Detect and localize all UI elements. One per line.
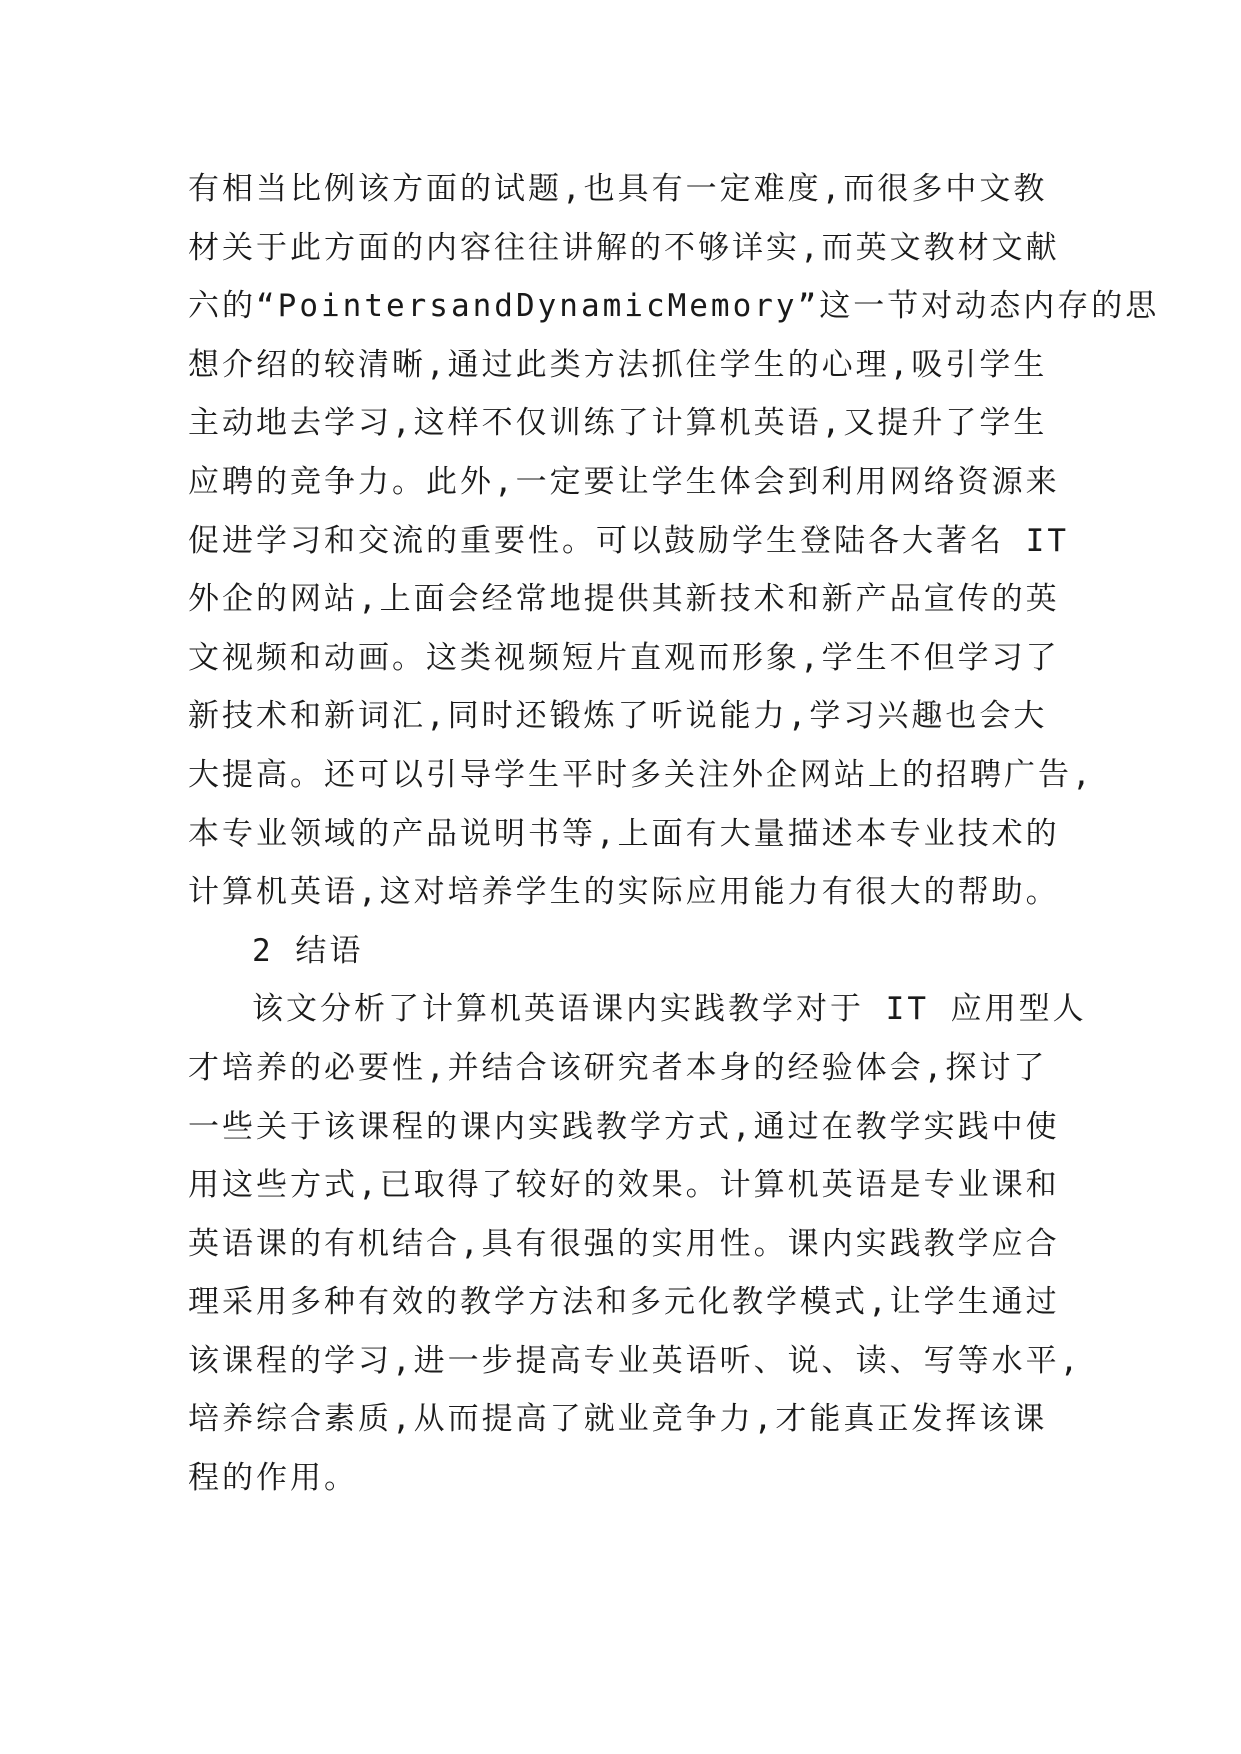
text-line: 本专业领域的产品说明书等,上面有大量描述本专业技术的 [188, 815, 1060, 852]
text-line: 该课程的学习,进一步提高专业英语听、说、读、写等水平, [188, 1342, 1082, 1379]
text-line: 计算机英语,这对培养学生的实际应用能力有很大的帮助。 [188, 874, 1060, 911]
text-line: 用这些方式,已取得了较好的效果。计算机英语是专业课和 [188, 1167, 1060, 1204]
text-line: 外企的网站,上面会经常地提供其新技术和新产品宣传的英 [188, 581, 1060, 618]
text-line: 促进学习和交流的重要性。可以鼓励学生登陆各大著名 IT [188, 522, 1069, 559]
text-line: 新技术和新词汇,同时还锻炼了听说能力,学习兴趣也会大 [188, 698, 1048, 735]
text-line: 该文分析了计算机英语课内实践教学对于 IT 应用型人 [252, 991, 1087, 1028]
text-line: 培养综合素质,从而提高了就业竞争力,才能真正发挥该课 [188, 1401, 1048, 1438]
section-heading: 2 结语 [252, 932, 364, 969]
text-line: 想介绍的较清晰,通过此类方法抓住学生的心理,吸引学生 [188, 346, 1048, 383]
text-line: 理采用多种有效的教学方法和多元化教学模式,让学生通过 [188, 1284, 1060, 1321]
text-line: 英语课的有机结合,具有很强的实用性。课内实践教学应合 [188, 1225, 1060, 1262]
text-line: 六的“PointersandDynamicMemory”这一节对动态内存的思 [188, 288, 1160, 325]
text-line: 大提高。还可以引导学生平时多关注外企网站上的招聘广告, [188, 756, 1094, 793]
text-line: 才培养的必要性,并结合该研究者本身的经验体会,探讨了 [188, 1049, 1048, 1086]
document-body [188, 160, 1160, 1508]
text-line: 主动地去学习,这样不仅训练了计算机英语,又提升了学生 [188, 405, 1048, 442]
text-line: 材关于此方面的内容往往讲解的不够详实,而英文教材文献 [188, 229, 1060, 266]
text-line: 应聘的竞争力。此外,一定要让学生体会到利用网络资源来 [188, 463, 1060, 500]
text-line: 有相当比例该方面的试题,也具有一定难度,而很多中文教 [188, 171, 1048, 207]
text-line: 一些关于该课程的课内实践教学方式,通过在教学实践中使 [188, 1108, 1060, 1145]
text-line: 程的作用。 [188, 1460, 358, 1497]
text-line: 文视频和动画。这类视频短片直观而形象,学生不但学习了 [188, 639, 1060, 676]
